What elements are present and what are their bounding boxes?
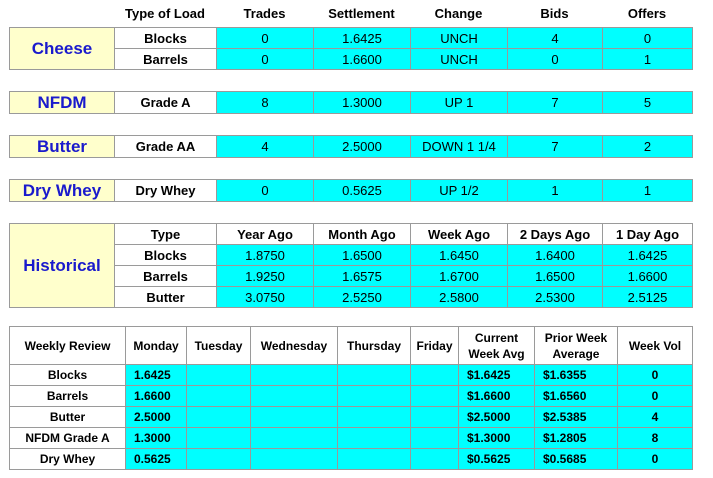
one-day-ago-cell: 1.6600: [603, 266, 693, 287]
table-row: [10, 327, 693, 365]
prior-week-average-cell: $0.5685: [535, 449, 618, 470]
bids-cell: 4: [508, 28, 603, 49]
current-week-avg-cell: $0.5625: [459, 449, 535, 470]
week-vol-cell: 8: [618, 428, 693, 449]
change-cell: UNCH: [411, 28, 508, 49]
offers-cell: 1: [603, 49, 693, 70]
header-type-of-load: Type of Load: [114, 3, 216, 24]
week-ago-cell: 1.6450: [411, 245, 508, 266]
table-row: [10, 136, 693, 158]
year-ago-cell: 3.0750: [217, 287, 314, 308]
friday-cell: [411, 449, 459, 470]
weekly-name-cell: Blocks: [10, 365, 126, 386]
tuesday-cell: [187, 386, 251, 407]
trades-cell: 4: [217, 136, 314, 158]
year-ago-cell: 1.9250: [217, 266, 314, 287]
butter-table: [9, 135, 693, 158]
offers-cell: 0: [603, 28, 693, 49]
header-spacer: [9, 3, 114, 24]
table-row: [10, 180, 693, 202]
type-cell: Barrels: [115, 266, 217, 287]
month-ago-cell: 2.5250: [314, 287, 411, 308]
hist-header-week-ago: Week Ago: [411, 224, 508, 245]
weekly-name-cell: NFDM Grade A: [10, 428, 126, 449]
settlement-cell: 1.6425: [314, 28, 411, 49]
wednesday-cell: [251, 386, 338, 407]
tuesday-cell: [187, 407, 251, 428]
header-settlement: Settlement: [313, 3, 410, 24]
change-cell: UP 1/2: [411, 180, 508, 202]
thursday-cell: [338, 386, 411, 407]
weekly-header-prior-week-average: Prior Week Average: [535, 327, 618, 365]
historical-label: Historical: [10, 224, 115, 308]
weekly-header-thursday: Thursday: [338, 327, 411, 365]
offers-cell: 2: [603, 136, 693, 158]
cheese-label: Cheese: [10, 28, 115, 70]
settlement-cell: 2.5000: [314, 136, 411, 158]
type-cell: Dry Whey: [115, 180, 217, 202]
friday-cell: [411, 365, 459, 386]
monday-cell: 1.6600: [126, 386, 187, 407]
trades-cell: 0: [217, 28, 314, 49]
type-cell: Butter: [115, 287, 217, 308]
friday-cell: [411, 386, 459, 407]
bids-cell: 7: [508, 136, 603, 158]
nfdm-table: [9, 91, 693, 114]
weekly-header-review: Weekly Review: [10, 327, 126, 365]
header-bids: Bids: [507, 3, 602, 24]
friday-cell: [411, 407, 459, 428]
header-change: Change: [410, 3, 507, 24]
week-ago-cell: 2.5800: [411, 287, 508, 308]
weekly-header-monday: Monday: [126, 327, 187, 365]
thursday-cell: [338, 449, 411, 470]
week-vol-cell: 0: [618, 449, 693, 470]
table-row: [10, 28, 693, 49]
week-ago-cell: 1.6700: [411, 266, 508, 287]
bids-cell: 0: [508, 49, 603, 70]
weekly-header-week-vol: Week Vol: [618, 327, 693, 365]
nfdm-label: NFDM: [10, 92, 115, 114]
wednesday-cell: [251, 365, 338, 386]
prior-week-average-cell: $1.6560: [535, 386, 618, 407]
table-row: [10, 365, 693, 386]
settlement-cell: 1.6600: [314, 49, 411, 70]
monday-cell: 1.3000: [126, 428, 187, 449]
thursday-cell: [338, 365, 411, 386]
one-day-ago-cell: 2.5125: [603, 287, 693, 308]
dry-whey-label: Dry Whey: [10, 180, 115, 202]
wednesday-cell: [251, 449, 338, 470]
settlement-cell: 1.3000: [314, 92, 411, 114]
weekly-header-wednesday: Wednesday: [251, 327, 338, 365]
hist-header-year-ago: Year Ago: [217, 224, 314, 245]
tuesday-cell: [187, 449, 251, 470]
tuesday-cell: [187, 428, 251, 449]
hist-header-month-ago: Month Ago: [314, 224, 411, 245]
type-cell: Blocks: [115, 245, 217, 266]
week-vol-cell: 0: [618, 386, 693, 407]
wednesday-cell: [251, 407, 338, 428]
year-ago-cell: 1.8750: [217, 245, 314, 266]
table-row: [10, 224, 693, 245]
monday-cell: 0.5625: [126, 449, 187, 470]
butter-label: Butter: [10, 136, 115, 158]
weekly-header-current-week-avg: Current Week Avg: [459, 327, 535, 365]
two-days-ago-cell: 2.5300: [508, 287, 603, 308]
offers-cell: 1: [603, 180, 693, 202]
hist-header-2-days-ago: 2 Days Ago: [508, 224, 603, 245]
weekly-header-friday: Friday: [411, 327, 459, 365]
tuesday-cell: [187, 365, 251, 386]
current-week-avg-cell: $1.6425: [459, 365, 535, 386]
change-cell: DOWN 1 1/4: [411, 136, 508, 158]
trades-cell: 8: [217, 92, 314, 114]
weekly-review-table: [9, 326, 693, 470]
change-cell: UP 1: [411, 92, 508, 114]
current-week-avg-cell: $1.3000: [459, 428, 535, 449]
one-day-ago-cell: 1.6425: [603, 245, 693, 266]
cheese-table: [9, 27, 693, 70]
header-offers: Offers: [602, 3, 692, 24]
change-cell: UNCH: [411, 49, 508, 70]
bids-cell: 7: [508, 92, 603, 114]
current-week-avg-cell: $2.5000: [459, 407, 535, 428]
dry-whey-table: [9, 179, 693, 202]
monday-cell: 2.5000: [126, 407, 187, 428]
table-row: [10, 386, 693, 407]
wednesday-cell: [251, 428, 338, 449]
week-vol-cell: 0: [618, 365, 693, 386]
two-days-ago-cell: 1.6400: [508, 245, 603, 266]
table-row: [10, 428, 693, 449]
type-cell: Grade AA: [115, 136, 217, 158]
prior-week-average-cell: $2.5385: [535, 407, 618, 428]
table-row: [10, 407, 693, 428]
month-ago-cell: 1.6575: [314, 266, 411, 287]
current-week-avg-cell: $1.6600: [459, 386, 535, 407]
prior-week-average-cell: $1.6355: [535, 365, 618, 386]
header-trades: Trades: [216, 3, 313, 24]
two-days-ago-cell: 1.6500: [508, 266, 603, 287]
week-vol-cell: 4: [618, 407, 693, 428]
table-row: [10, 92, 693, 114]
thursday-cell: [338, 428, 411, 449]
weekly-header-tuesday: Tuesday: [187, 327, 251, 365]
hist-header-1-day-ago: 1 Day Ago: [603, 224, 693, 245]
weekly-name-cell: Barrels: [10, 386, 126, 407]
market-header-table: [9, 3, 692, 24]
trades-cell: 0: [217, 49, 314, 70]
bids-cell: 1: [508, 180, 603, 202]
settlement-cell: 0.5625: [314, 180, 411, 202]
historical-table: [9, 223, 693, 308]
thursday-cell: [338, 407, 411, 428]
prior-week-average-cell: $1.2805: [535, 428, 618, 449]
type-cell: Blocks: [115, 28, 217, 49]
weekly-name-cell: Butter: [10, 407, 126, 428]
friday-cell: [411, 428, 459, 449]
trades-cell: 0: [217, 180, 314, 202]
monday-cell: 1.6425: [126, 365, 187, 386]
type-cell: Grade A: [115, 92, 217, 114]
hist-header-type: Type: [115, 224, 217, 245]
month-ago-cell: 1.6500: [314, 245, 411, 266]
table-row: [10, 449, 693, 470]
weekly-name-cell: Dry Whey: [10, 449, 126, 470]
type-cell: Barrels: [115, 49, 217, 70]
offers-cell: 5: [603, 92, 693, 114]
